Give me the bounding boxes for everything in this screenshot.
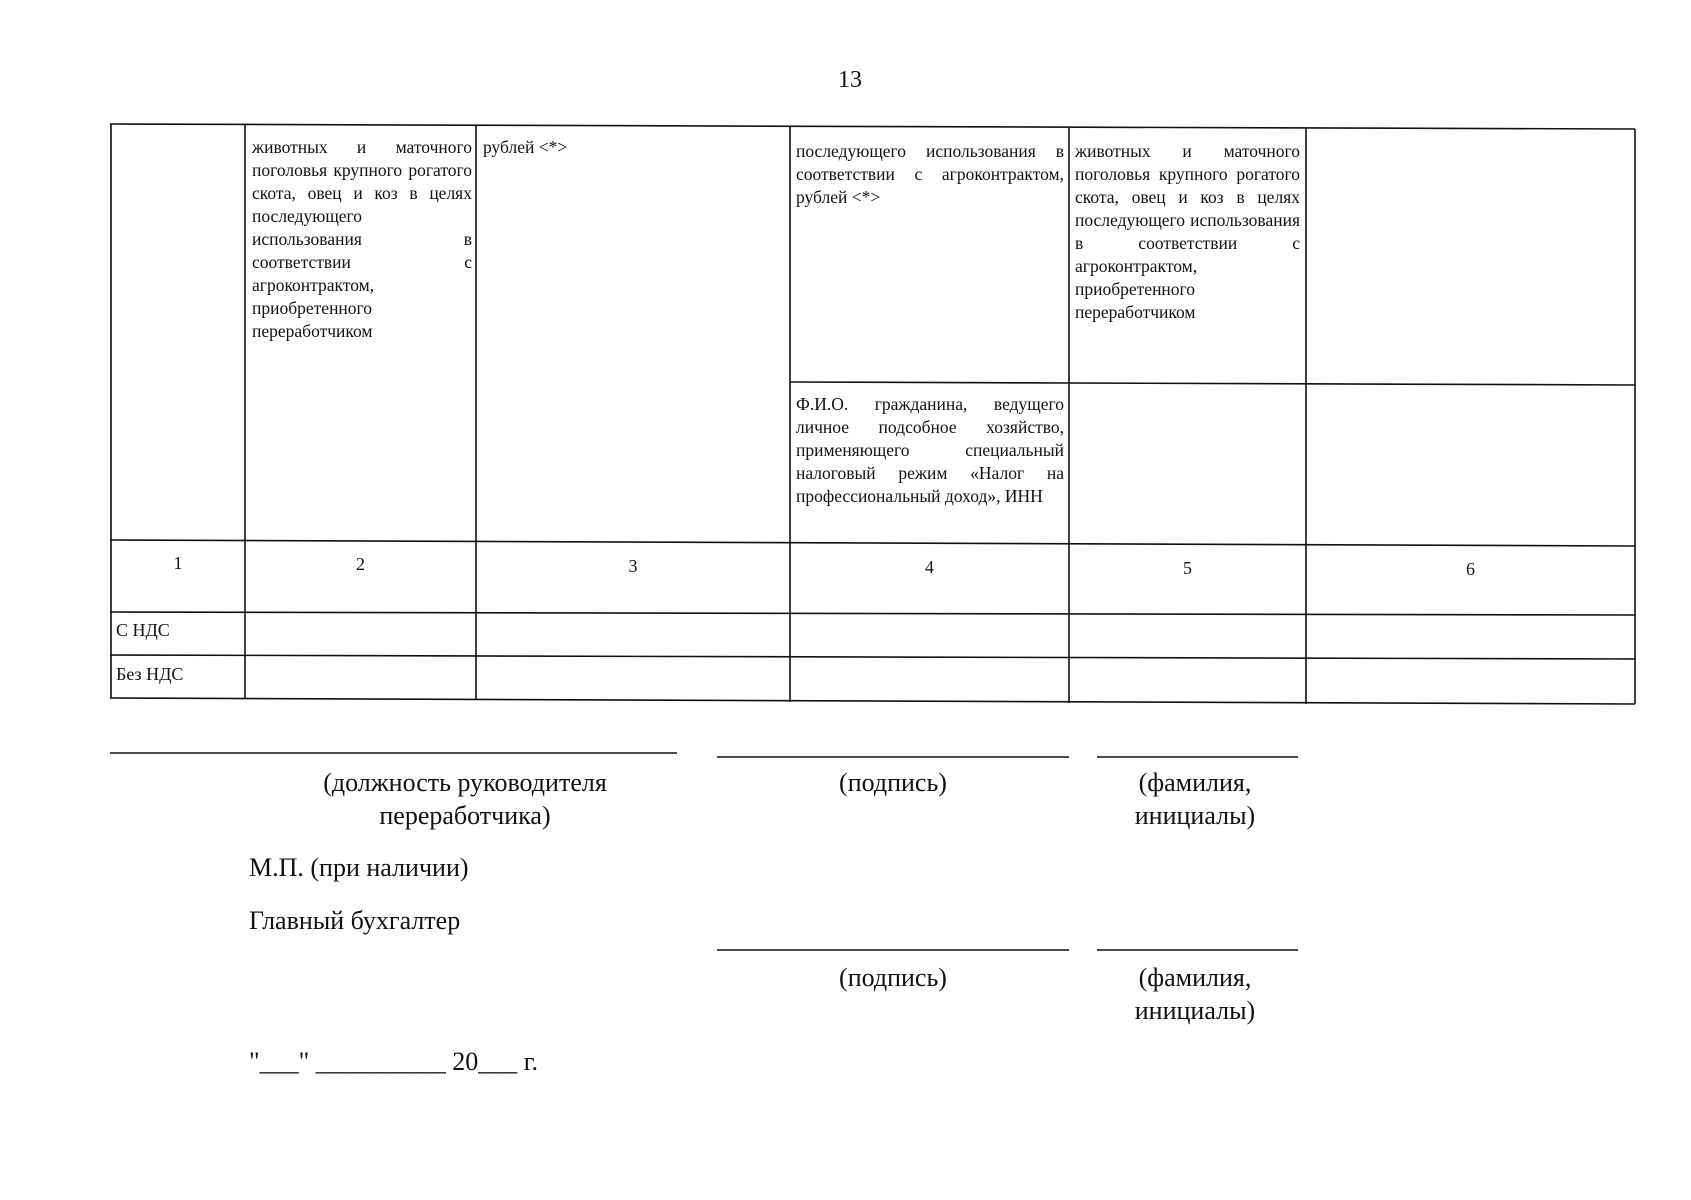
position-caption: (должность руководителя переработчика) (323, 768, 607, 830)
header-col4-bottom: Ф.И.О. гражданина, ведущего личное подсобное хозяйство, применяющего специальный налоговый режим «Налог на профессиональный доход», ИНН (796, 394, 1064, 506)
stamp-label: М.П. (при наличии) (249, 853, 469, 882)
column-number-1: 1 (173, 553, 183, 573)
signature-caption-2: (подпись) (839, 963, 947, 992)
row-label-with-vat: С НДС (116, 620, 170, 640)
column-number-2: 2 (356, 554, 365, 574)
row-label-without-vat: Без НДС (116, 664, 184, 684)
column-number-6: 6 (1466, 559, 1475, 579)
signature-caption-1: (подпись) (839, 768, 947, 797)
name-caption-2: (фамилия, инициалы) (1134, 963, 1256, 1025)
chief-accountant-label: Главный бухгалтер (249, 906, 461, 935)
header-col2: животных и маточного поголовья крупного рогатого скота, овец и коз в целях последующего использования в соответствии с агроконтрактом, приобретенного переработчиком (252, 137, 472, 341)
column-number-4: 4 (925, 557, 934, 577)
header-col5-top: животных и маточного поголовья крупного рогатого скота, овец и коз в целях последующего использования в соответствии с агроконтрактом, приобретенного переработчиком (1075, 141, 1300, 322)
header-col3: рублей <*> (483, 137, 568, 157)
header-col4-top: последующего использования в соответствии с агроконтрактом, рублей <*> (796, 141, 1064, 207)
name-caption-1: (фамилия, инициалы) (1134, 768, 1256, 830)
page-number: 13 (838, 67, 862, 93)
column-number-5: 5 (1183, 558, 1192, 578)
date-line: "___" __________ 20___ г. (249, 1047, 538, 1076)
column-number-3: 3 (628, 556, 638, 576)
